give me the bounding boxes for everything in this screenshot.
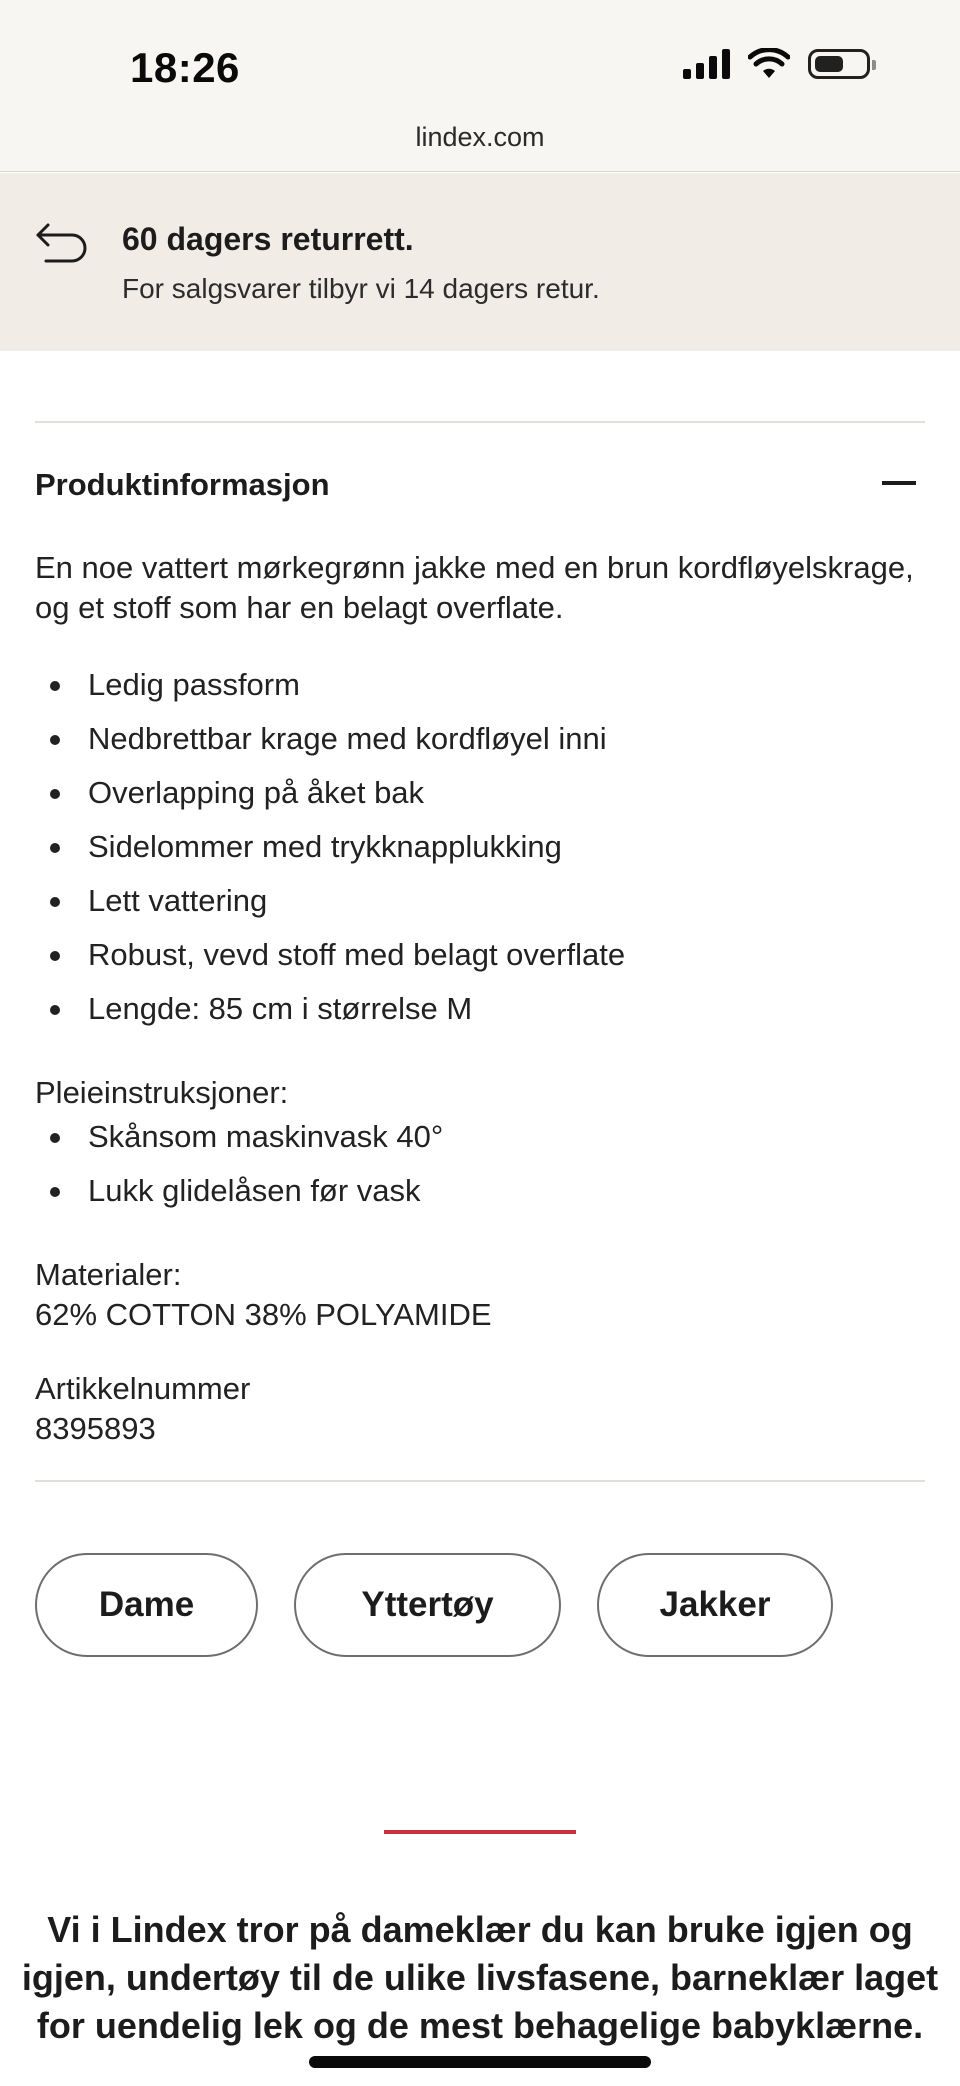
return-policy-banner xyxy=(0,173,960,351)
feature-item: Sidelommer med trykknapplukking xyxy=(35,820,625,874)
materials-label: Materialer: xyxy=(35,1257,182,1292)
category-chip-dame[interactable]: Dame xyxy=(35,1553,258,1657)
category-chip-jakker[interactable]: Jakker xyxy=(597,1553,833,1657)
article-number-value: 8395893 xyxy=(35,1411,156,1446)
signal-icon xyxy=(683,49,730,79)
category-chip-yttertoy[interactable]: Yttertøy xyxy=(294,1553,561,1657)
browser-url-bar[interactable] xyxy=(0,120,960,172)
care-list xyxy=(35,1110,443,1218)
minus-icon[interactable] xyxy=(882,481,916,485)
home-indicator[interactable] xyxy=(309,2056,651,2068)
materials-value: 62% COTTON 38% POLYAMIDE xyxy=(35,1297,492,1332)
feature-item: Lett vattering xyxy=(35,874,625,928)
return-arrow-icon xyxy=(34,219,90,269)
battery-icon xyxy=(808,49,870,79)
status-time: 18:26 xyxy=(130,44,240,91)
category-chips xyxy=(35,1553,833,1657)
divider xyxy=(35,421,925,423)
return-banner-subtitle: For salgsvarer tilbyr vi 14 dagers retur. xyxy=(122,273,600,304)
status-icons xyxy=(683,48,870,80)
feature-item: Nedbrettbar krage med kordfløyel inni xyxy=(35,712,625,766)
status-bar xyxy=(0,0,960,120)
care-item: Lukk glidelåsen før vask xyxy=(35,1164,443,1218)
feature-item: Lengde: 85 cm i størrelse M xyxy=(35,982,625,1036)
product-info-heading[interactable]: Produktinformasjon xyxy=(35,467,330,502)
return-banner-title: 60 dagers returrett. xyxy=(122,221,414,257)
feature-list xyxy=(35,658,625,1036)
care-item: Skånsom maskinvask 40° xyxy=(35,1110,443,1164)
divider xyxy=(35,1480,925,1482)
wifi-icon xyxy=(748,48,790,80)
feature-item: Robust, vevd stoff med belagt overflate xyxy=(35,928,625,982)
product-description: En noe vattert mørkegrønn jakke med en brun kordfløyelskrage, og et stoff som har en belagt overflate. xyxy=(35,550,914,625)
article-number-label: Artikkelnummer xyxy=(35,1371,251,1406)
feature-item: Ledig passform xyxy=(35,658,625,712)
url-text: lindex.com xyxy=(415,122,545,152)
accent-divider xyxy=(384,1830,576,1834)
feature-item: Overlapping på åket bak xyxy=(35,766,625,820)
care-instructions-label: Pleieinstruksjoner: xyxy=(35,1075,289,1110)
brand-statement: Vi i Lindex tror på dameklær du kan bruke igjen og igjen, undertøy til de ulike livsfasene, barneklær laget for uendelig lek og de mest behagelige babyklærne. xyxy=(21,1909,939,2046)
